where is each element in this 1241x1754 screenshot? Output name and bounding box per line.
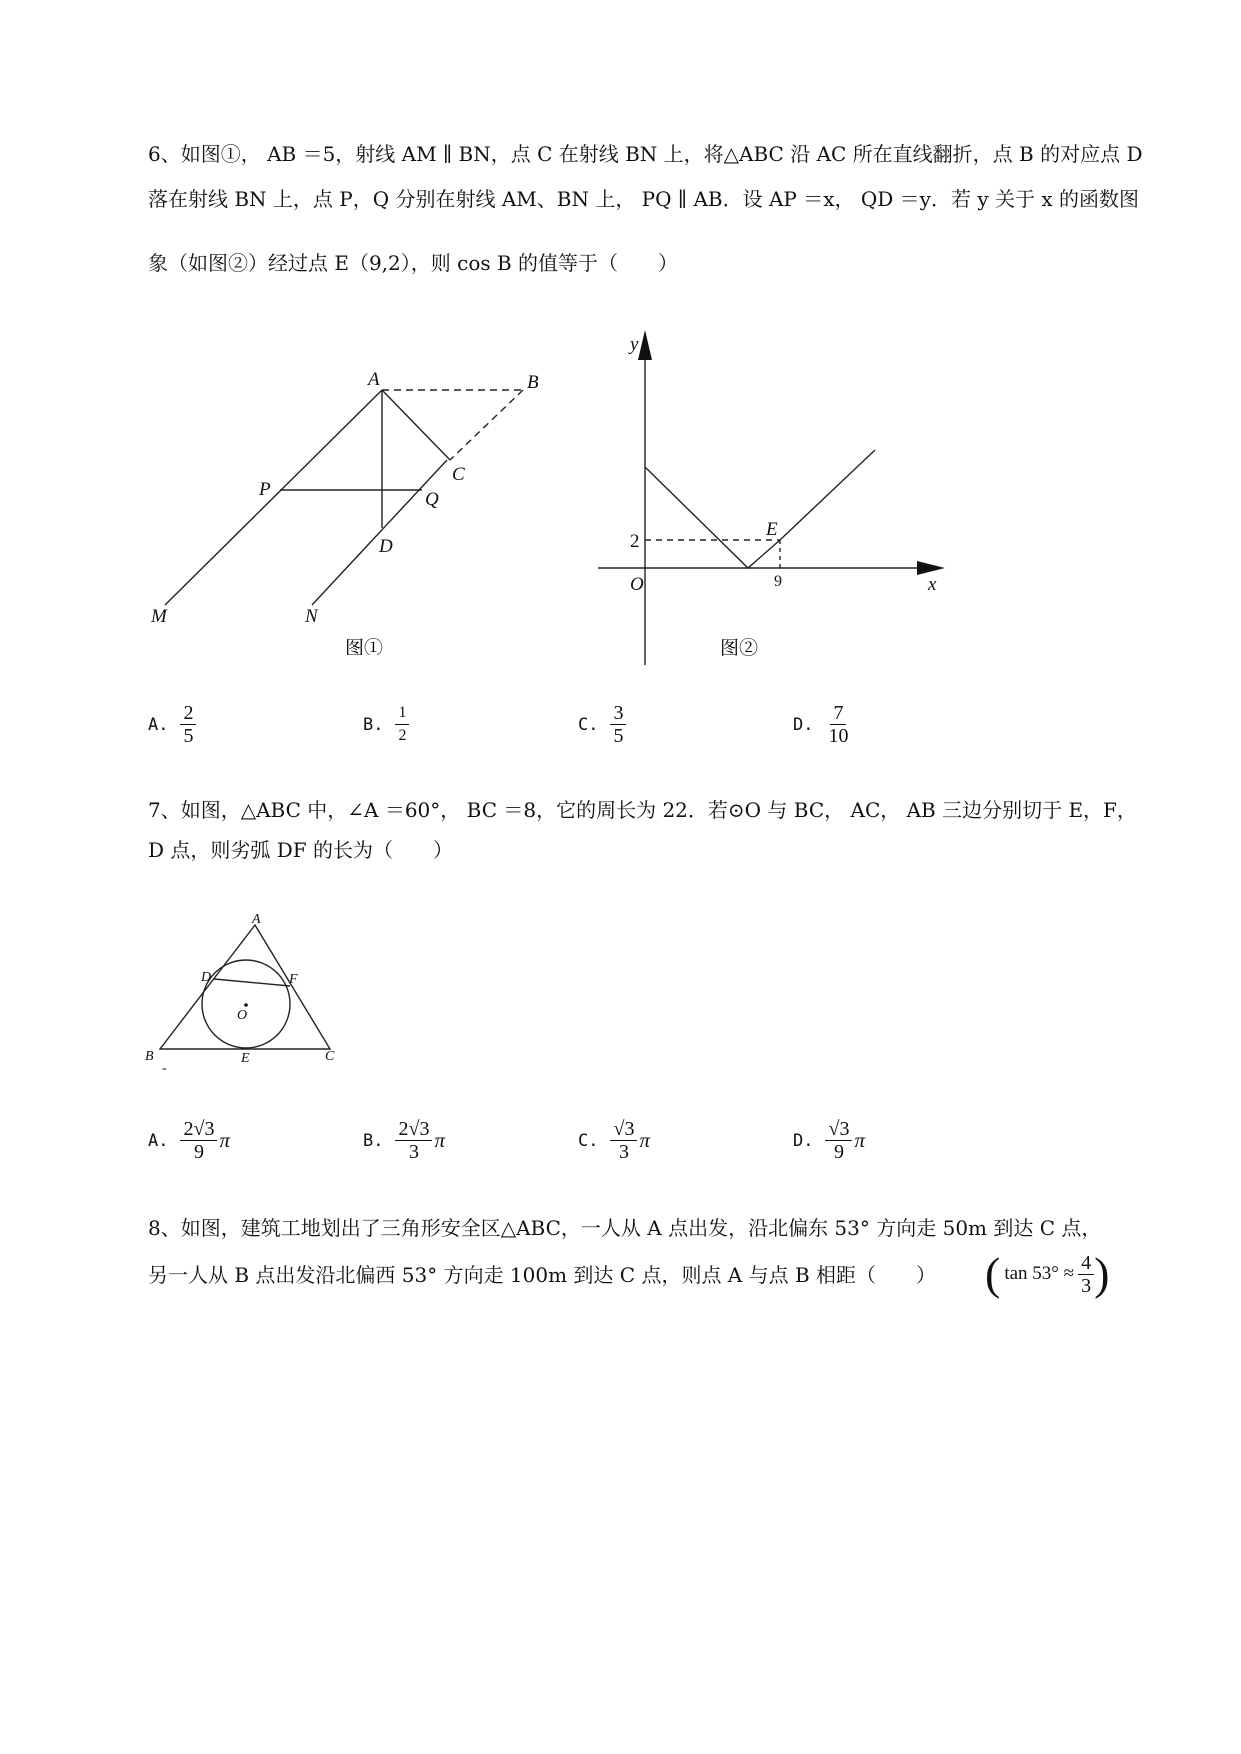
right-paren: ) bbox=[1094, 1248, 1110, 1299]
label-c: C bbox=[452, 464, 465, 485]
denominator: 10 bbox=[828, 725, 849, 747]
option-letter: D. bbox=[793, 1130, 814, 1151]
fig1-caption: 图① bbox=[345, 638, 384, 655]
fraction bbox=[825, 702, 851, 747]
label-b: B bbox=[527, 372, 539, 393]
numerator: √3 bbox=[610, 1118, 637, 1141]
label-a: A bbox=[252, 912, 261, 927]
q6-option-d[interactable] bbox=[793, 702, 851, 747]
option-letter: A. bbox=[148, 714, 169, 735]
fraction bbox=[180, 1118, 217, 1163]
label-d: D bbox=[379, 536, 393, 557]
q7-line-2: D 点，则劣弧 DF 的长为（ ） bbox=[148, 838, 454, 862]
label-9: 9 bbox=[774, 573, 782, 590]
numerator: √3 bbox=[825, 1118, 852, 1141]
segment-bc-dashed bbox=[450, 390, 523, 460]
pi-symbol: π bbox=[639, 1128, 650, 1152]
fraction bbox=[395, 702, 409, 747]
q7-option-b[interactable] bbox=[363, 1118, 445, 1163]
q6-line-1: 6、如图①， AB ＝5，射线 AM ∥ BN，点 C 在射线 BN 上，将△ABC 沿 AC 所在直线翻折，点 B 的对应点 D bbox=[148, 142, 1143, 166]
denominator: 9 bbox=[833, 1141, 844, 1163]
numerator: 3 bbox=[610, 702, 626, 725]
pi-symbol: π bbox=[434, 1128, 445, 1152]
label-y: y bbox=[630, 334, 639, 355]
label-o: O bbox=[237, 1008, 248, 1023]
numerator: 2√3 bbox=[395, 1118, 432, 1141]
q7-option-c[interactable] bbox=[578, 1118, 650, 1163]
label-f: F bbox=[289, 972, 298, 987]
hint-lhs: tan 53° ≈ bbox=[1004, 1263, 1075, 1284]
left-paren: ( bbox=[985, 1248, 1001, 1299]
ray-am bbox=[165, 390, 382, 605]
q6-options bbox=[148, 702, 1048, 762]
label-dash: - bbox=[162, 1061, 167, 1075]
denominator: 5 bbox=[183, 725, 194, 747]
hint-fraction bbox=[1078, 1252, 1094, 1297]
option-letter: C. bbox=[578, 1130, 599, 1151]
label-e: E bbox=[241, 1051, 250, 1066]
q6-option-b[interactable] bbox=[363, 702, 409, 747]
label-e: E bbox=[766, 519, 778, 540]
option-letter: D. bbox=[793, 714, 814, 735]
function-graph bbox=[645, 450, 875, 568]
label-q: Q bbox=[425, 489, 439, 510]
ray-bn bbox=[312, 460, 447, 605]
label-b: B bbox=[145, 1049, 154, 1064]
numerator: 2 bbox=[180, 702, 196, 725]
label-o: O bbox=[630, 574, 644, 595]
denominator: 5 bbox=[613, 725, 624, 747]
numerator: 4 bbox=[1078, 1252, 1094, 1275]
q7-line-1: 7、如图，△ABC 中，∠A ＝60°， BC ＝8，它的周长为 22．若⊙O 与 BC， AC， AB 三边分别切于 E，F， bbox=[148, 798, 1137, 822]
q8-line-1: 8、如图，建筑工地划出了三角形安全区△ABC，一人从 A 点出发，沿北偏东 53° 方向走 50m 到达 C 点， bbox=[148, 1216, 1102, 1240]
q6-line-3: 象（如图②）经过点 E（9,2），则 cos B 的值等于（ ） bbox=[148, 251, 679, 275]
q7-options bbox=[148, 1118, 1048, 1178]
fraction bbox=[825, 1118, 852, 1163]
q7-figure bbox=[140, 905, 350, 1075]
label-n: N bbox=[305, 606, 318, 627]
pi-symbol: π bbox=[219, 1128, 230, 1152]
numerator: 7 bbox=[830, 702, 846, 725]
fraction bbox=[395, 1118, 432, 1163]
label-a: A bbox=[368, 369, 380, 390]
q7-option-d[interactable] bbox=[793, 1118, 865, 1163]
q8-line-2: 另一人从 B 点出发沿北偏西 53° 方向走 100m 到达 C 点，则点 A 与点 B 相距（ ） bbox=[148, 1263, 937, 1287]
label-d: D bbox=[201, 970, 212, 985]
denominator: 9 bbox=[193, 1141, 204, 1163]
fig2-caption: 图② bbox=[720, 638, 759, 659]
triangle-abc bbox=[160, 925, 330, 1049]
q6-option-c[interactable] bbox=[578, 702, 626, 747]
q6-figure-1 bbox=[140, 355, 580, 655]
pi-symbol: π bbox=[854, 1128, 865, 1152]
label-m: M bbox=[151, 606, 167, 627]
fraction bbox=[610, 702, 626, 747]
denominator: 3 bbox=[618, 1141, 629, 1163]
q7-option-a[interactable] bbox=[148, 1118, 230, 1163]
option-letter: A. bbox=[148, 1130, 169, 1151]
center-dot bbox=[244, 1003, 248, 1007]
denominator: 3 bbox=[1081, 1274, 1092, 1297]
option-letter: C. bbox=[578, 714, 599, 735]
fraction bbox=[180, 702, 196, 747]
option-letter: B. bbox=[363, 714, 384, 735]
chord-df bbox=[214, 979, 290, 986]
label-c: C bbox=[325, 1049, 335, 1064]
x-axis-arrow-icon bbox=[917, 561, 945, 575]
q8-hint bbox=[985, 1244, 1109, 1304]
q6-figure-2 bbox=[590, 325, 970, 665]
option-letter: B. bbox=[363, 1130, 384, 1151]
denominator: 2 bbox=[398, 727, 407, 744]
label-2: 2 bbox=[630, 531, 640, 552]
q6-line-2: 落在射线 BN 上，点 P，Q 分别在射线 AM、BN 上， PQ ∥ AB．设 AP ＝x， QD ＝y．若 y 关于 x 的函数图 bbox=[148, 187, 1139, 211]
label-p: P bbox=[259, 479, 271, 500]
y-axis-arrow-icon bbox=[638, 330, 652, 360]
q6-option-a[interactable] bbox=[148, 702, 196, 747]
fraction bbox=[610, 1118, 637, 1163]
segment-ac bbox=[382, 390, 450, 460]
label-x: x bbox=[928, 574, 937, 595]
numerator: 2√3 bbox=[180, 1118, 217, 1141]
numerator: 1 bbox=[395, 702, 409, 725]
denominator: 3 bbox=[408, 1141, 419, 1163]
